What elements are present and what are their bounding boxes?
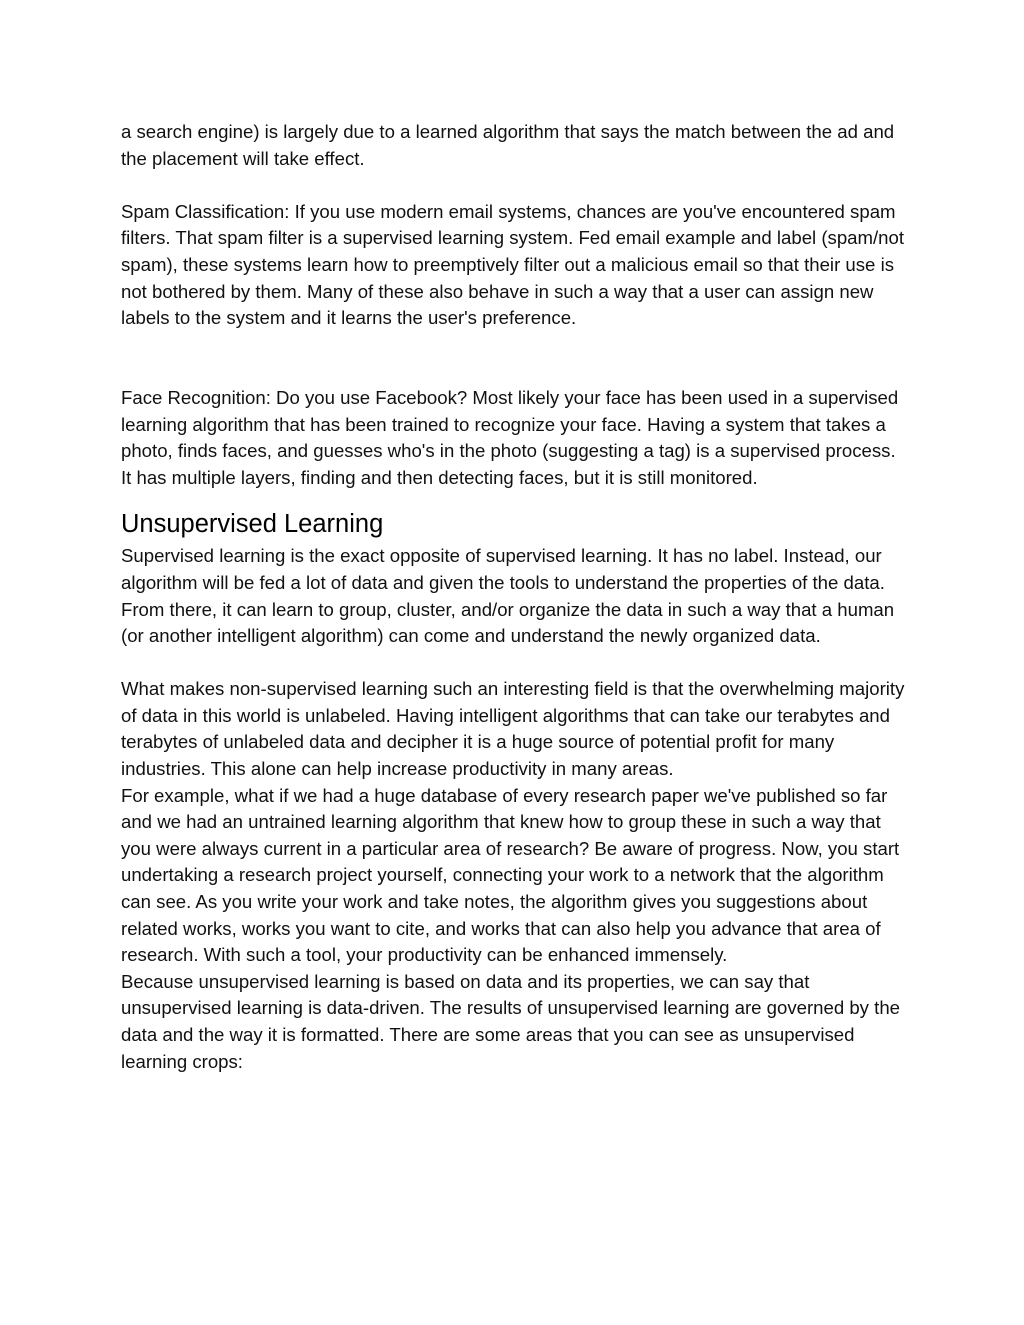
paragraph-spam-classification: Spam Classification: If you use modern email systems, chances are you've encountered spam filters. That spam filter is a supervised learning system. Fed email example and label (spam/not spam), these systems learn how to preemptively filter out a malicious email so that their use is not bothered by them. Many of these also behave in such a way that a user can assign new labels to the system and it learns the user's preference. (121, 200, 905, 329)
paragraph-unsupervised-intro: Supervised learning is the exact opposite of supervised learning. It has no label. Instead, our algorithm will be fed a lot of data and given the tools to understand the properties of the data. From there, it can learn to group, cluster, and/or organize the data in such a way that a human (or another intelligent algorithm) can come and understand the newly organized data. (121, 545, 895, 647)
paragraph-unlabeled-data: What makes non-supervised learning such an interesting field is that the overwhelming majority of data in this world is unlabeled. Having intelligent algorithms that can take our terabytes and terabytes of unlabeled data and decipher it is a huge source of potential profit for many industries. This alone can help increase productivity in many areas. (121, 678, 905, 780)
paragraph-ad-placement: a search engine) is largely due to a learned algorithm that says the match between the ad and the placement will take effect. (121, 121, 895, 169)
paragraph-research-example: For example, what if we had a huge database of every research paper we've published so far and we had an untrained learning algorithm that knew how to group these in such a way that you were always current in a particular area of research? Be aware of progress. Now, you start undertaking a research project yourself, connecting your work to a network that the algorithm can see. As you write your work and take notes, the algorithm gives you suggestions about related works, works you want to cite, and works that can also help you advance that area of research. With such a tool, your productivity can be enhanced immensely. (121, 784, 900, 966)
section-heading-unsupervised-learning: Unsupervised Learning (121, 510, 384, 539)
paragraph-spacer (121, 172, 911, 199)
paragraph-spacer (121, 650, 911, 677)
paragraph-face-recognition: Face Recognition: Do you use Facebook? Most likely your face has been used in a supervised learning algorithm that has been trained to recognize your face. Having a system that takes a photo, finds faces, and guesses who's in the photo (suggesting a tag) is a supervised process. It has multiple layers, finding and then detecting faces, but it is still monitored. (121, 386, 899, 488)
document-page (121, 119, 911, 1075)
paragraph-spacer (121, 332, 911, 385)
paragraph-data-driven: Because unsupervised learning is based on data and its properties, we can say that unsupervised learning is data-driven. The results of unsupervised learning are governed by the data and the way it is formatted. There are some areas that you can see as unsupervised learning crops: (121, 970, 900, 1072)
